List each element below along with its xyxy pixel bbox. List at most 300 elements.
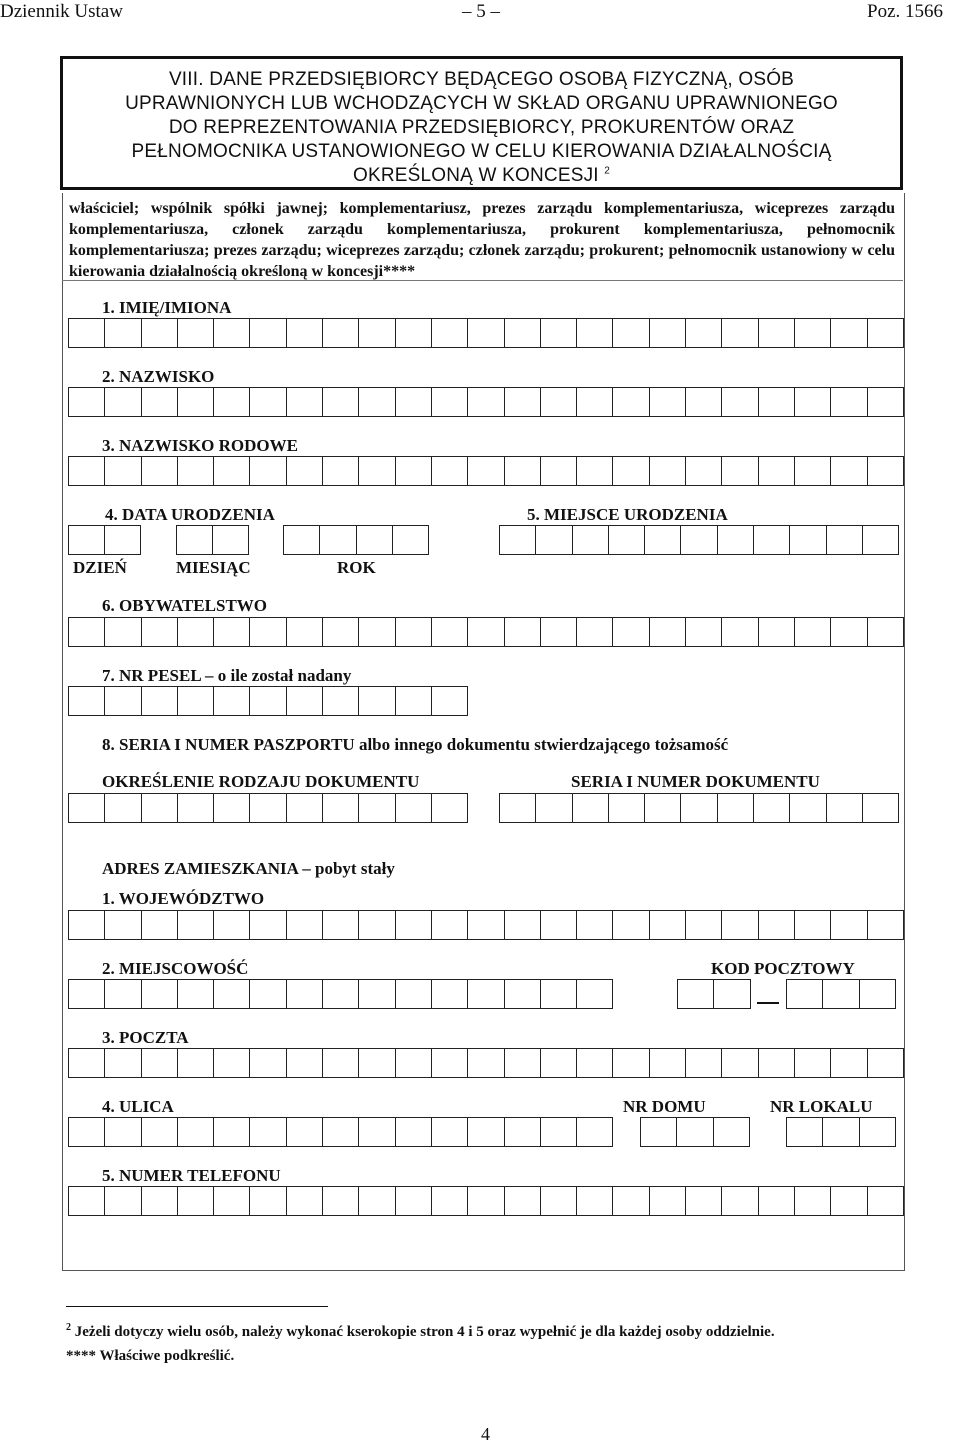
birth-date-label: 4. DATA URODZENIA	[105, 505, 275, 524]
character-box[interactable]	[676, 1117, 713, 1147]
document-number-input-row[interactable]	[499, 793, 898, 823]
character-box[interactable]	[286, 617, 323, 647]
character-box[interactable]	[431, 1186, 468, 1216]
first-name-input-row[interactable]	[68, 318, 903, 348]
character-box[interactable]	[786, 1117, 823, 1147]
post-office-input-row[interactable]	[68, 1048, 903, 1078]
character-box[interactable]	[504, 617, 541, 647]
character-box[interactable]	[504, 456, 541, 486]
character-box[interactable]	[753, 525, 790, 555]
character-box[interactable]	[713, 979, 750, 1009]
character-box[interactable]	[540, 979, 577, 1009]
character-box[interactable]	[830, 617, 867, 647]
character-box[interactable]	[358, 318, 395, 348]
character-box[interactable]	[862, 525, 899, 555]
character-box[interactable]	[540, 1186, 577, 1216]
character-box[interactable]	[177, 793, 214, 823]
character-box[interactable]	[467, 1186, 504, 1216]
character-box[interactable]	[395, 910, 432, 940]
character-box[interactable]	[789, 525, 826, 555]
character-box[interactable]	[213, 1048, 250, 1078]
character-box[interactable]	[213, 387, 250, 417]
page-number: 4	[481, 1424, 490, 1444]
character-box[interactable]	[685, 617, 722, 647]
character-box[interactable]	[540, 1117, 577, 1147]
character-box[interactable]	[213, 979, 250, 1009]
character-box[interactable]	[141, 793, 178, 823]
journal-name: Dziennik Ustaw	[0, 1, 123, 22]
character-box[interactable]	[713, 1117, 750, 1147]
character-box[interactable]	[177, 979, 214, 1009]
character-box[interactable]	[758, 387, 795, 417]
pesel-input-row[interactable]	[68, 686, 467, 716]
character-box[interactable]	[467, 387, 504, 417]
character-box[interactable]	[213, 910, 250, 940]
character-box[interactable]	[467, 456, 504, 486]
character-box[interactable]	[467, 979, 504, 1009]
character-box[interactable]	[213, 686, 250, 716]
character-box[interactable]	[572, 525, 609, 555]
birth-month-input[interactable]	[176, 525, 248, 555]
character-box[interactable]	[867, 456, 904, 486]
character-box[interactable]	[467, 1117, 504, 1147]
street-label: 4. ULICA	[102, 1097, 174, 1116]
character-box[interactable]	[830, 387, 867, 417]
birth-place-input-row[interactable]	[499, 525, 898, 555]
character-box[interactable]	[68, 793, 105, 823]
character-box[interactable]	[322, 686, 359, 716]
character-box[interactable]	[104, 1048, 141, 1078]
character-box[interactable]	[576, 979, 613, 1009]
character-box[interactable]	[862, 793, 899, 823]
character-box[interactable]	[141, 910, 178, 940]
character-box[interactable]	[104, 617, 141, 647]
character-box[interactable]	[104, 525, 141, 555]
character-box[interactable]	[249, 1117, 286, 1147]
character-box[interactable]	[104, 793, 141, 823]
character-box[interactable]	[649, 617, 686, 647]
character-box[interactable]	[68, 617, 105, 647]
character-box[interactable]	[499, 793, 536, 823]
character-box[interactable]	[467, 318, 504, 348]
character-box[interactable]	[649, 318, 686, 348]
position-number: Poz. 1566	[867, 1, 943, 22]
character-box[interactable]	[540, 910, 577, 940]
character-box[interactable]	[286, 979, 323, 1009]
character-box[interactable]	[431, 456, 468, 486]
character-box[interactable]	[68, 1186, 105, 1216]
character-box[interactable]	[141, 1117, 178, 1147]
character-box[interactable]	[322, 910, 359, 940]
footnote-2-text: Jeżeli dotyczy wielu osób, należy wykonać kserokopie stron 4 i 5 oraz wypełnić je dla każdej osoby oddzielnie.	[74, 1324, 775, 1340]
character-box[interactable]	[576, 456, 613, 486]
character-box[interactable]	[395, 1048, 432, 1078]
character-box[interactable]	[535, 525, 572, 555]
character-box[interactable]	[104, 1117, 141, 1147]
street-input-row[interactable]	[68, 1117, 612, 1147]
character-box[interactable]	[576, 387, 613, 417]
character-box[interactable]	[322, 1048, 359, 1078]
citizenship-input-row[interactable]	[68, 617, 903, 647]
character-box[interactable]	[141, 1186, 178, 1216]
character-box[interactable]	[540, 387, 577, 417]
character-box[interactable]	[535, 793, 572, 823]
character-box[interactable]	[612, 318, 649, 348]
character-box[interactable]	[286, 1117, 323, 1147]
character-box[interactable]	[794, 456, 831, 486]
character-box[interactable]	[576, 1186, 613, 1216]
character-box[interactable]	[177, 1117, 214, 1147]
character-box[interactable]	[249, 1048, 286, 1078]
character-box[interactable]	[576, 910, 613, 940]
character-box[interactable]	[358, 387, 395, 417]
character-box[interactable]	[395, 686, 432, 716]
locality-input-row[interactable]	[68, 979, 612, 1009]
character-box[interactable]	[822, 1117, 859, 1147]
character-box[interactable]	[612, 456, 649, 486]
character-box[interactable]	[395, 387, 432, 417]
character-box[interactable]	[68, 979, 105, 1009]
character-box[interactable]	[104, 456, 141, 486]
character-box[interactable]	[504, 387, 541, 417]
character-box[interactable]	[822, 979, 859, 1009]
character-box[interactable]	[504, 910, 541, 940]
voivodeship-input-row[interactable]	[68, 910, 903, 940]
year-label: ROK	[337, 558, 376, 577]
character-box[interactable]	[249, 686, 286, 716]
character-box[interactable]	[758, 1048, 795, 1078]
character-box[interactable]	[141, 1048, 178, 1078]
postal-code-separator	[757, 1002, 779, 1004]
character-box[interactable]	[758, 617, 795, 647]
character-box[interactable]	[395, 979, 432, 1009]
character-box[interactable]	[867, 1048, 904, 1078]
character-box[interactable]	[322, 1186, 359, 1216]
character-box[interactable]	[612, 1048, 649, 1078]
character-box[interactable]	[68, 387, 105, 417]
character-box[interactable]	[213, 318, 250, 348]
character-box[interactable]	[431, 1048, 468, 1078]
character-box[interactable]	[467, 910, 504, 940]
character-box[interactable]	[249, 617, 286, 647]
character-box[interactable]	[283, 525, 320, 555]
character-box[interactable]	[830, 318, 867, 348]
character-box[interactable]	[608, 525, 645, 555]
character-box[interactable]	[431, 318, 468, 348]
character-box[interactable]	[758, 1186, 795, 1216]
character-box[interactable]	[721, 1186, 758, 1216]
character-box[interactable]	[794, 318, 831, 348]
character-box[interactable]	[649, 1186, 686, 1216]
character-box[interactable]	[431, 910, 468, 940]
character-box[interactable]	[319, 525, 356, 555]
character-box[interactable]	[758, 456, 795, 486]
character-box[interactable]	[612, 387, 649, 417]
character-box[interactable]	[213, 1117, 250, 1147]
character-box[interactable]	[104, 979, 141, 1009]
character-box[interactable]	[826, 793, 863, 823]
character-box[interactable]	[794, 910, 831, 940]
character-box[interactable]	[721, 910, 758, 940]
character-box[interactable]	[141, 318, 178, 348]
character-box[interactable]	[794, 387, 831, 417]
character-box[interactable]	[576, 1048, 613, 1078]
character-box[interactable]	[612, 910, 649, 940]
character-box[interactable]	[431, 387, 468, 417]
character-box[interactable]	[358, 1048, 395, 1078]
character-box[interactable]	[68, 525, 105, 555]
character-box[interactable]	[177, 387, 214, 417]
character-box[interactable]	[753, 793, 790, 823]
character-box[interactable]	[68, 910, 105, 940]
character-box[interactable]	[104, 686, 141, 716]
postal-code-part2-input[interactable]	[786, 979, 895, 1009]
character-box[interactable]	[830, 1186, 867, 1216]
character-box[interactable]	[717, 525, 754, 555]
character-box[interactable]	[504, 318, 541, 348]
character-box[interactable]	[177, 910, 214, 940]
section-title-text: OKREŚLONĄ W KONCESJI	[352, 165, 599, 186]
character-box[interactable]	[685, 387, 722, 417]
character-box[interactable]	[213, 617, 250, 647]
character-box[interactable]	[249, 910, 286, 940]
divider	[62, 280, 903, 281]
character-box[interactable]	[392, 525, 429, 555]
character-box[interactable]	[68, 318, 105, 348]
post-office-label: 3. POCZTA	[102, 1028, 189, 1047]
character-box[interactable]	[141, 456, 178, 486]
character-box[interactable]	[322, 387, 359, 417]
character-box[interactable]	[141, 387, 178, 417]
character-box[interactable]	[685, 1048, 722, 1078]
character-box[interactable]	[249, 387, 286, 417]
character-box[interactable]	[286, 910, 323, 940]
character-box[interactable]	[104, 1186, 141, 1216]
section-title-line-1: VIII. DANE PRZEDSIĘBIORCY BĘDĄCEGO OSOBĄ FIZYCZNĄ, OSÓB	[168, 69, 795, 90]
passport-label: 8. SERIA I NUMER PASZPORTU albo innego dokumentu stwierdzającego tożsamość	[102, 735, 729, 754]
footnote-rule	[66, 1306, 328, 1307]
character-box[interactable]	[608, 793, 645, 823]
character-box[interactable]	[68, 1117, 105, 1147]
character-box[interactable]	[758, 318, 795, 348]
character-box[interactable]	[322, 1117, 359, 1147]
character-box[interactable]	[794, 617, 831, 647]
character-box[interactable]	[830, 910, 867, 940]
character-box[interactable]	[104, 910, 141, 940]
character-box[interactable]	[104, 318, 141, 348]
character-box[interactable]	[395, 318, 432, 348]
character-box[interactable]	[249, 793, 286, 823]
citizenship-label: 6. OBYWATELSTWO	[102, 596, 268, 615]
character-box[interactable]	[576, 318, 613, 348]
flat-number-input[interactable]	[786, 1117, 895, 1147]
character-box[interactable]	[177, 1186, 214, 1216]
character-box[interactable]	[177, 318, 214, 348]
character-box[interactable]	[794, 1186, 831, 1216]
character-box[interactable]	[467, 1048, 504, 1078]
character-box[interactable]	[649, 387, 686, 417]
character-box[interactable]	[685, 1186, 722, 1216]
character-box[interactable]	[572, 793, 609, 823]
character-box[interactable]	[395, 617, 432, 647]
character-box[interactable]	[786, 979, 823, 1009]
character-box[interactable]	[830, 456, 867, 486]
character-box[interactable]	[721, 318, 758, 348]
character-box[interactable]	[680, 525, 717, 555]
character-box[interactable]	[685, 456, 722, 486]
character-box[interactable]	[141, 686, 178, 716]
surname-input-row[interactable]	[68, 387, 903, 417]
character-box[interactable]	[141, 979, 178, 1009]
character-box[interactable]	[358, 456, 395, 486]
character-box[interactable]	[213, 793, 250, 823]
character-box[interactable]	[141, 617, 178, 647]
character-box[interactable]	[68, 686, 105, 716]
footnote-2-mark: 2	[66, 1322, 71, 1333]
character-box[interactable]	[322, 793, 359, 823]
birth-day-input[interactable]	[68, 525, 140, 555]
character-box[interactable]	[431, 1117, 468, 1147]
phone-input-row[interactable]	[68, 1186, 903, 1216]
character-box[interactable]	[644, 525, 681, 555]
house-number-label: NR DOMU	[623, 1097, 706, 1116]
character-box[interactable]	[612, 617, 649, 647]
character-box[interactable]	[322, 318, 359, 348]
character-box[interactable]	[685, 910, 722, 940]
character-box[interactable]	[358, 1186, 395, 1216]
character-box[interactable]	[286, 387, 323, 417]
character-box[interactable]	[540, 318, 577, 348]
character-box[interactable]	[499, 525, 536, 555]
character-box[interactable]	[721, 387, 758, 417]
character-box[interactable]	[104, 387, 141, 417]
character-box[interactable]	[717, 793, 754, 823]
character-box[interactable]	[358, 617, 395, 647]
character-box[interactable]	[867, 910, 904, 940]
character-box[interactable]	[649, 456, 686, 486]
character-box[interactable]	[177, 686, 214, 716]
document-number-label: SERIA I NUMER DOKUMENTU	[571, 772, 820, 791]
character-box[interactable]	[395, 1186, 432, 1216]
character-box[interactable]	[612, 1186, 649, 1216]
character-box[interactable]	[358, 686, 395, 716]
character-box[interactable]	[867, 1186, 904, 1216]
character-box[interactable]	[286, 456, 323, 486]
character-box[interactable]	[286, 318, 323, 348]
character-box[interactable]	[395, 1117, 432, 1147]
character-box[interactable]	[640, 1117, 677, 1147]
birth-year-input[interactable]	[283, 525, 428, 555]
character-box[interactable]	[758, 910, 795, 940]
character-box[interactable]	[177, 617, 214, 647]
character-box[interactable]	[177, 456, 214, 486]
character-box[interactable]	[286, 1048, 323, 1078]
character-box[interactable]	[68, 456, 105, 486]
character-box[interactable]	[431, 686, 468, 716]
character-box[interactable]	[68, 1048, 105, 1078]
character-box[interactable]	[322, 617, 359, 647]
character-box[interactable]	[213, 456, 250, 486]
title-footnote-mark: 2	[604, 165, 611, 177]
character-box[interactable]	[286, 793, 323, 823]
character-box[interactable]	[867, 318, 904, 348]
postal-code-part1-input[interactable]	[677, 979, 750, 1009]
surname-label: 2. NAZWISKO	[102, 367, 215, 386]
character-box[interactable]	[176, 525, 213, 555]
character-box[interactable]	[576, 1117, 613, 1147]
character-box[interactable]	[680, 793, 717, 823]
character-box[interactable]	[721, 1048, 758, 1078]
character-box[interactable]	[286, 686, 323, 716]
character-box[interactable]	[431, 793, 468, 823]
character-box[interactable]	[358, 910, 395, 940]
character-box[interactable]	[576, 617, 613, 647]
postal-code-label: KOD POCZTOWY	[711, 959, 855, 978]
character-box[interactable]	[358, 1117, 395, 1147]
voivodeship-label: 1. WOJEWÓDZTWO	[102, 889, 265, 908]
document-type-input-row[interactable]	[68, 793, 467, 823]
month-label: MIESIĄC	[176, 558, 251, 577]
character-box[interactable]	[859, 1117, 896, 1147]
character-box[interactable]	[249, 456, 286, 486]
character-box[interactable]	[867, 387, 904, 417]
character-box[interactable]	[504, 1048, 541, 1078]
character-box[interactable]	[677, 979, 714, 1009]
character-box[interactable]	[789, 793, 826, 823]
character-box[interactable]	[644, 793, 681, 823]
character-box[interactable]	[395, 793, 432, 823]
character-box[interactable]	[685, 318, 722, 348]
character-box[interactable]	[867, 617, 904, 647]
document-type-label: OKREŚLENIE RODZAJU DOKUMENTU	[102, 772, 420, 791]
character-box[interactable]	[504, 1117, 541, 1147]
character-box[interactable]	[249, 979, 286, 1009]
character-box[interactable]	[830, 1048, 867, 1078]
character-box[interactable]	[322, 979, 359, 1009]
character-box[interactable]	[467, 617, 504, 647]
character-box[interactable]	[794, 1048, 831, 1078]
character-box[interactable]	[431, 617, 468, 647]
character-box[interactable]	[177, 1048, 214, 1078]
character-box[interactable]	[540, 456, 577, 486]
character-box[interactable]	[540, 1048, 577, 1078]
character-box[interactable]	[431, 979, 468, 1009]
character-box[interactable]	[721, 456, 758, 486]
character-box[interactable]	[358, 793, 395, 823]
character-box[interactable]	[504, 979, 541, 1009]
character-box[interactable]	[649, 910, 686, 940]
birth-place-label: 5. MIEJSCE URODZENIA	[527, 505, 728, 524]
character-box[interactable]	[540, 617, 577, 647]
character-box[interactable]	[286, 1186, 323, 1216]
family-name-input-row[interactable]	[68, 456, 903, 486]
character-box[interactable]	[721, 617, 758, 647]
character-box[interactable]	[395, 456, 432, 486]
character-box[interactable]	[504, 1186, 541, 1216]
character-box[interactable]	[649, 1048, 686, 1078]
character-box[interactable]	[212, 525, 249, 555]
character-box[interactable]	[859, 979, 896, 1009]
character-box[interactable]	[826, 525, 863, 555]
character-box[interactable]	[358, 979, 395, 1009]
house-number-input[interactable]	[640, 1117, 749, 1147]
character-box[interactable]	[322, 456, 359, 486]
character-box[interactable]	[213, 1186, 250, 1216]
character-box[interactable]	[356, 525, 393, 555]
section-title-line-3: DO REPREZENTOWANIA PRZEDSIĘBIORCY, PROKURENTÓW ORAZ	[168, 117, 795, 138]
character-box[interactable]	[249, 1186, 286, 1216]
character-box[interactable]	[249, 318, 286, 348]
